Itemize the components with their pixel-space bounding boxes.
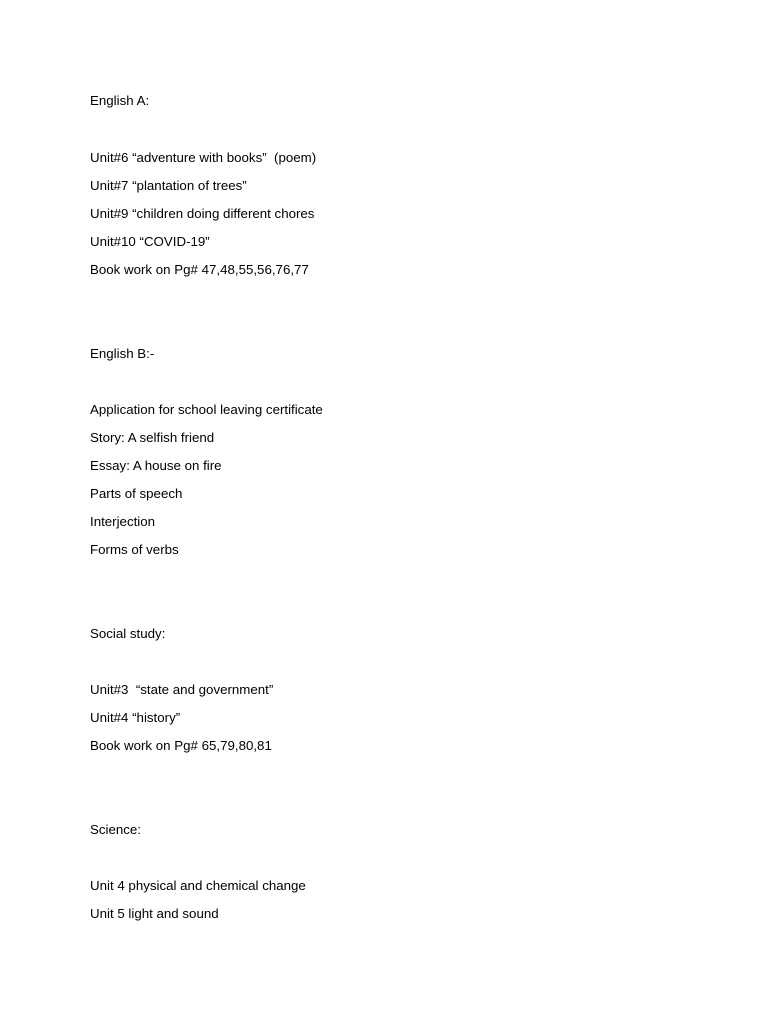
english-b-item: Forms of verbs <box>90 542 179 557</box>
english-b-item: Application for school leaving certificate <box>90 402 323 417</box>
science-item: Unit 4 physical and chemical change <box>90 878 306 893</box>
english-a-item: Unit#6 “adventure with books” (poem) <box>90 150 317 165</box>
english-b-item: Interjection <box>90 514 156 529</box>
social-study-heading: Social study: <box>90 626 166 641</box>
english-b-item: Essay: A house on fire <box>90 458 222 473</box>
science-heading: Science: <box>90 822 141 837</box>
science-item: Unit 5 light and sound <box>90 906 219 921</box>
social-study-item: Unit#4 “history” <box>90 710 181 725</box>
english-b-heading: English B:- <box>90 346 155 361</box>
english-a-heading: English A: <box>90 93 150 108</box>
english-a-item: Unit#7 “plantation of trees” <box>90 178 247 193</box>
english-b-item: Story: A selfish friend <box>90 430 215 445</box>
english-a-item: Unit#9 “children doing different chores <box>90 206 315 221</box>
english-a-item: Book work on Pg# 47,48,55,56,76,77 <box>90 262 309 277</box>
english-b-item: Parts of speech <box>90 486 183 501</box>
english-a-item: Unit#10 “COVID-19” <box>90 234 210 249</box>
social-study-item: Book work on Pg# 65,79,80,81 <box>90 738 272 753</box>
social-study-item: Unit#3 “state and government” <box>90 682 274 697</box>
